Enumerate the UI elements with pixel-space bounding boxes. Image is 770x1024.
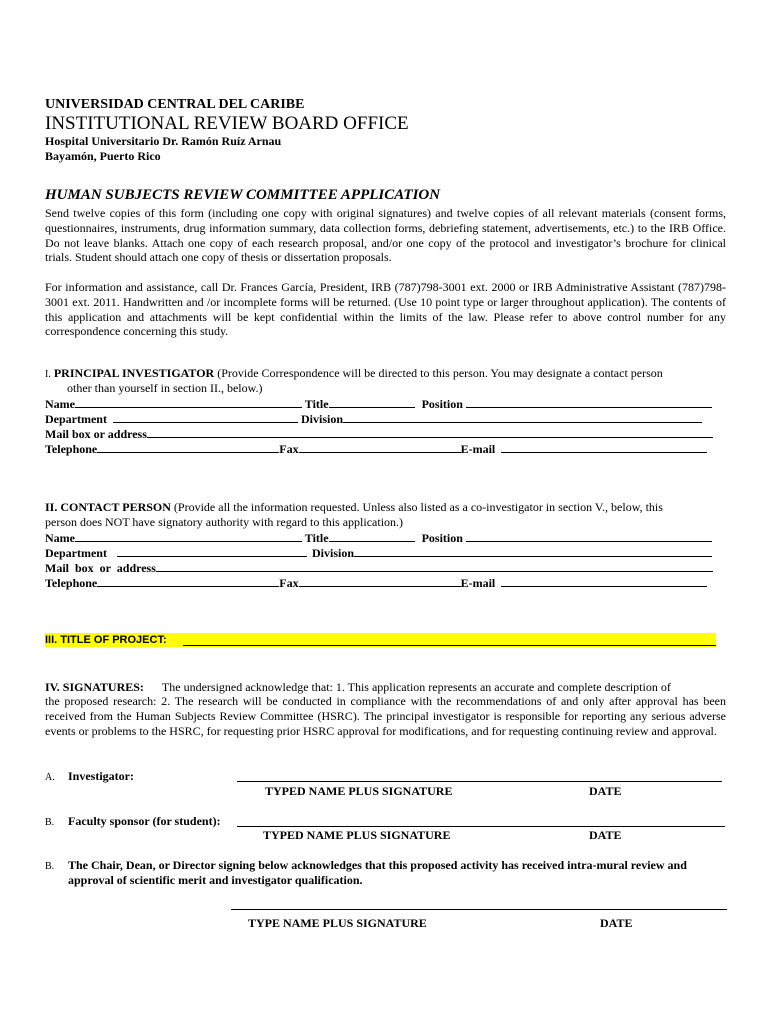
location: Bayamón, Puerto Rico bbox=[45, 149, 161, 163]
pi-mailbox-field[interactable] bbox=[147, 426, 713, 438]
title-label: Title bbox=[304, 397, 329, 411]
pi-row-name bbox=[45, 396, 712, 412]
telephone-label: Telephone bbox=[45, 576, 98, 590]
investigator-date-label: DATE bbox=[589, 784, 622, 798]
section4-heading: IV. SIGNATURES: bbox=[45, 680, 144, 694]
pi-division-field[interactable] bbox=[343, 411, 702, 423]
investigator-typed-name-label: TYPED NAME PLUS SIGNATURE bbox=[265, 784, 453, 798]
title-label: Title bbox=[304, 531, 329, 545]
section3-heading: III. TITLE OF PROJECT: bbox=[45, 634, 167, 646]
section1-note: (Provide Correspondence will be directed to this person. You may designate a contact person bbox=[214, 366, 663, 380]
division-label: Division bbox=[300, 412, 343, 426]
sig-c-letter: B. bbox=[45, 861, 55, 872]
division-label: Division bbox=[311, 546, 354, 560]
section4-header bbox=[45, 680, 726, 695]
section2-note: (Provide all the information requested. Unless also listed as a co-investigator in section V., below, this bbox=[170, 500, 663, 514]
intro-paragraph-2: For information and assistance, call Dr. Frances García, President, IRB (787)798-3001 ext. 2000 or IRB Administrative Assistant (787)798-3001 ext. 2011. Handwritten and /or incomplete forms will be returned. (Use 10 point type or larger throughout application). The contents of this application and attachments will be kept confidential within the limits of the law. Please refer to above control number for any correspondence concerning this study. bbox=[45, 280, 726, 339]
section2-heading: II. CONTACT PERSON bbox=[45, 500, 171, 514]
pi-row-department bbox=[45, 411, 702, 427]
position-label: Position bbox=[421, 397, 463, 411]
pi-title-field[interactable] bbox=[329, 396, 415, 408]
email-label: E-mail bbox=[460, 576, 496, 590]
pi-name-field[interactable] bbox=[75, 396, 302, 408]
sponsor-date-label: DATE bbox=[589, 828, 622, 842]
chair-typed-name-label: TYPE NAME PLUS SIGNATURE bbox=[248, 916, 427, 930]
telephone-label: Telephone bbox=[45, 442, 98, 456]
section1-note-line2: other than yourself in section II., below.) bbox=[67, 381, 263, 395]
section2-header bbox=[45, 500, 663, 515]
cp-division-field[interactable] bbox=[354, 545, 712, 557]
name-label: Name bbox=[45, 531, 75, 545]
pi-row-mailbox bbox=[45, 426, 713, 442]
pi-position-field[interactable] bbox=[466, 396, 712, 408]
chair-ack-line2: approval of scientific merit and investigator qualification. bbox=[68, 873, 363, 887]
section1-heading: PRINCIPAL INVESTIGATOR bbox=[53, 366, 215, 380]
cp-row-department bbox=[45, 545, 712, 561]
fax-label: Fax bbox=[279, 576, 299, 590]
section1-header bbox=[45, 366, 663, 382]
cp-title-field[interactable] bbox=[329, 530, 415, 542]
chair-ack-line1: The Chair, Dean, or Director signing below acknowledges that this proposed activity has received intra-mural review and bbox=[68, 858, 687, 872]
cp-telephone-field[interactable] bbox=[97, 575, 279, 587]
cp-mailbox-field[interactable] bbox=[156, 560, 713, 572]
project-title-field[interactable] bbox=[183, 645, 716, 646]
faculty-sponsor-label: Faculty sponsor (for student): bbox=[68, 814, 221, 828]
investigator-signature-line[interactable] bbox=[237, 781, 722, 782]
investigator-label: Investigator: bbox=[68, 769, 134, 783]
chair-date-label: DATE bbox=[600, 916, 633, 930]
sig-b-letter: B. bbox=[45, 817, 55, 828]
office-name: INSTITUTIONAL REVIEW BOARD OFFICE bbox=[45, 113, 409, 134]
hospital-name: Hospital Universitario Dr. Ramón Ruíz Arnau bbox=[45, 134, 282, 148]
pi-department-field[interactable] bbox=[113, 411, 298, 423]
faculty-sponsor-signature-line[interactable] bbox=[237, 826, 725, 827]
email-label: E-mail bbox=[460, 442, 496, 456]
form-title: HUMAN SUBJECTS REVIEW COMMITTEE APPLICATION bbox=[45, 187, 441, 203]
pi-email-field[interactable] bbox=[501, 441, 707, 453]
name-label: Name bbox=[45, 397, 75, 411]
university-name: UNIVERSIDAD CENTRAL DEL CARIBE bbox=[45, 97, 305, 112]
position-label: Position bbox=[421, 531, 463, 545]
sig-a-letter: A. bbox=[45, 772, 55, 783]
mailbox-label: Mail box or address bbox=[45, 427, 147, 441]
pi-row-telephone bbox=[45, 441, 707, 457]
cp-department-field[interactable] bbox=[117, 545, 307, 557]
cp-name-field[interactable] bbox=[75, 530, 302, 542]
fax-label: Fax bbox=[279, 442, 299, 456]
cp-row-mailbox bbox=[45, 560, 713, 576]
pi-telephone-field[interactable] bbox=[97, 441, 279, 453]
cp-email-field[interactable] bbox=[501, 575, 707, 587]
section1-number: I. bbox=[45, 369, 51, 380]
sponsor-typed-name-label: TYPED NAME PLUS SIGNATURE bbox=[263, 828, 451, 842]
section4-text: the proposed research: 2. The research will be conducted in compliance with the recommendations of and only after approval has been received from the Human Subjects Review Committee (HSRC). The principal investigator is responsible for reporting any serious adverse events or problems to the HSRC, for requesting prior HSRC approval for modifications, and for requesting continuing review and approval. bbox=[45, 694, 726, 738]
section4-text-line1: The undersigned acknowledge that: 1. This application represents an accurate and complete description of bbox=[161, 680, 671, 694]
section2-note-line2: person does NOT have signatory authority with regard to this application.) bbox=[45, 515, 404, 529]
intro-paragraph-1: Send twelve copies of this form (including one copy with original signatures) and twelve copies of all relevant materials (consent forms, questionnaires, instruments, drug information summary, data collection forms, debriefing statement, advertisements, etc.) to the IRB Office. Do not leave blanks. Attach one copy of each research proposal, and/or one copy of the protocol and investigator’s brochure for clinical trials. Student should attach one copy of thesis or dissertation proposals. bbox=[45, 206, 726, 265]
cp-fax-field[interactable] bbox=[299, 575, 461, 587]
cp-row-name bbox=[45, 530, 712, 546]
cp-row-telephone bbox=[45, 575, 707, 591]
cp-position-field[interactable] bbox=[466, 530, 712, 542]
department-label: Department bbox=[45, 546, 107, 560]
pi-fax-field[interactable] bbox=[299, 441, 461, 453]
chair-signature-line[interactable] bbox=[231, 909, 727, 910]
mailbox-label: Mail box or address bbox=[45, 561, 156, 575]
department-label: Department bbox=[45, 412, 107, 426]
